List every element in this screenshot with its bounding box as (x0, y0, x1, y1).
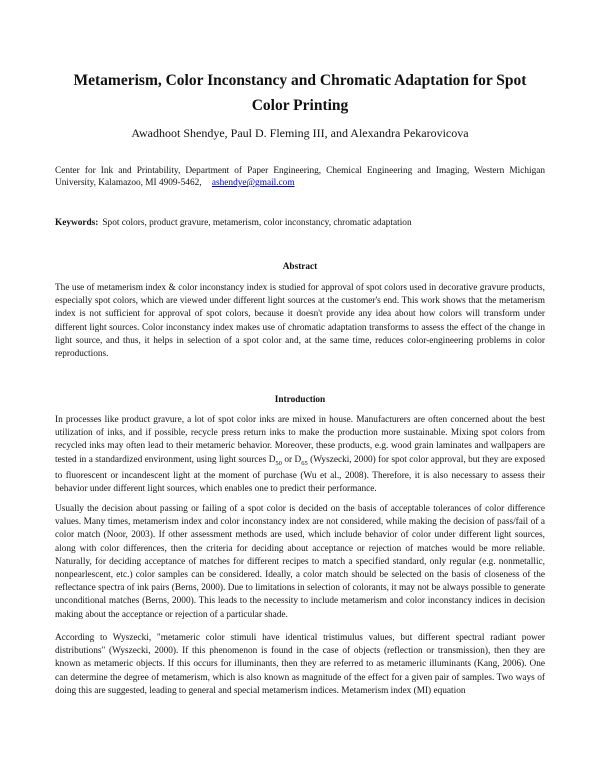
abstract-paragraph: The use of metamerism index & color inconstancy index is studied for approval of spot colors used in decorative gravure products, especially spot colors, which are viewed under different light sources at the customer's end. This work shows that the metamerism index is not sufficient for approval of spot colors, because it doesn't provide any idea about how colors will transform under different light sources. Color inconstancy index makes use of chromatic adaptation transforms to assess the effect of the change in light source, and thus, it helps in selection of a spot color and, at the same time, reduces color-engineering problems in color reproductions. (55, 283, 545, 360)
affiliation-text: Center for Ink and Printability, Department of Paper Engineering, Chemical Engineering and Imaging, Western Michigan University, Kalamazoo, MI 4909-5462, (55, 166, 545, 188)
keywords-label: Keywords: (55, 218, 99, 228)
keywords (55, 218, 545, 228)
paper-title (50, 68, 550, 118)
keywords-text: Spot colors, product gravure, metamerism, color inconstancy, chromatic adaptation (102, 218, 412, 228)
email-link[interactable]: ashendye@gmail.com (211, 178, 295, 188)
title-line-1: Metamerism, Color Inconstancy and Chromatic Adaptation for Spot (73, 72, 527, 89)
author-list: Awadhoot Shendye, Paul D. Fleming III, and Alexandra Pekarovicova (131, 126, 469, 140)
abstract-heading: Abstract (282, 262, 318, 272)
affiliation (55, 165, 545, 189)
title-line-2: Color Printing (251, 97, 349, 114)
introduction-heading: Introduction (274, 395, 326, 405)
intro-paragraph-2: Usually the decision about passing or failing of a spot color is decided on the basis of acceptable tolerances of color difference values. Many times, metamerism index and color inconstancy index are not considered, while making the decision of pass/fail of a color match (Noor, 2003). If other assessment methods are used, which include behavior of color under different light sources, along with color differences, then the criteria for deciding about acceptance or rejection of matches would be more reliable. Naturally, for deciding acceptance of matches for different recipes to match a specified standard, only regular (e.g. nonmetallic, nonpearlescent, etc.) color samples can be considered. Ideally, a color match should be selected on the basis of closeness of the reflectance spectra of ink pairs (Berns, 2000). Due to limitations in selection of colorants, it may not be always possible to generate unconditional matches (Berns, 2000). This leads to the necessity to include metamerism and color inconstancy indices in decision making about the acceptance or rejection of a particular shade. (55, 504, 545, 620)
intro-paragraph-1: In processes like product gravure, a lot of spot color inks are mixed in house. Manufacturers are often concerned about the best utilization of inks, and if possible, recycle press return inks to make the production more sustainable. Mixing spot colors from recycled inks may often lead to their metameric behavior. Moreover, these products, e.g. wood grain laminates and wallpapers are tested in a standardized environment, using light sources $D_{50}$ or $D_{65}$ (Wyszecki, 2000) for spot color approval, but they are exposed to fluorescent or incandescent light at the moment of purchase (Wu et al., 2008). Therefore, it is also necessary to assess their behavior under different light sources, which enables one to predict their performance. (55, 415, 546, 494)
intro-paragraph-3: According to Wyszecki, "metameric color stimuli have identical tristimulus values, but different spectral radiant power distributions" (Wyszecki, 2000). If this phenomenon is found in the case of objects (reflection or transmission), then they are known as metameric objects. If this occurs for illuminants, then they are referred to as metameric illuminants (Kang, 2006). One can determine the degree of metamerism, which is also known as magnitude of the effect for a given pair of samples. Two ways of doing this are suggested, leading to general and special metamerism indices. Metamerism index (MI) equation (55, 633, 545, 696)
